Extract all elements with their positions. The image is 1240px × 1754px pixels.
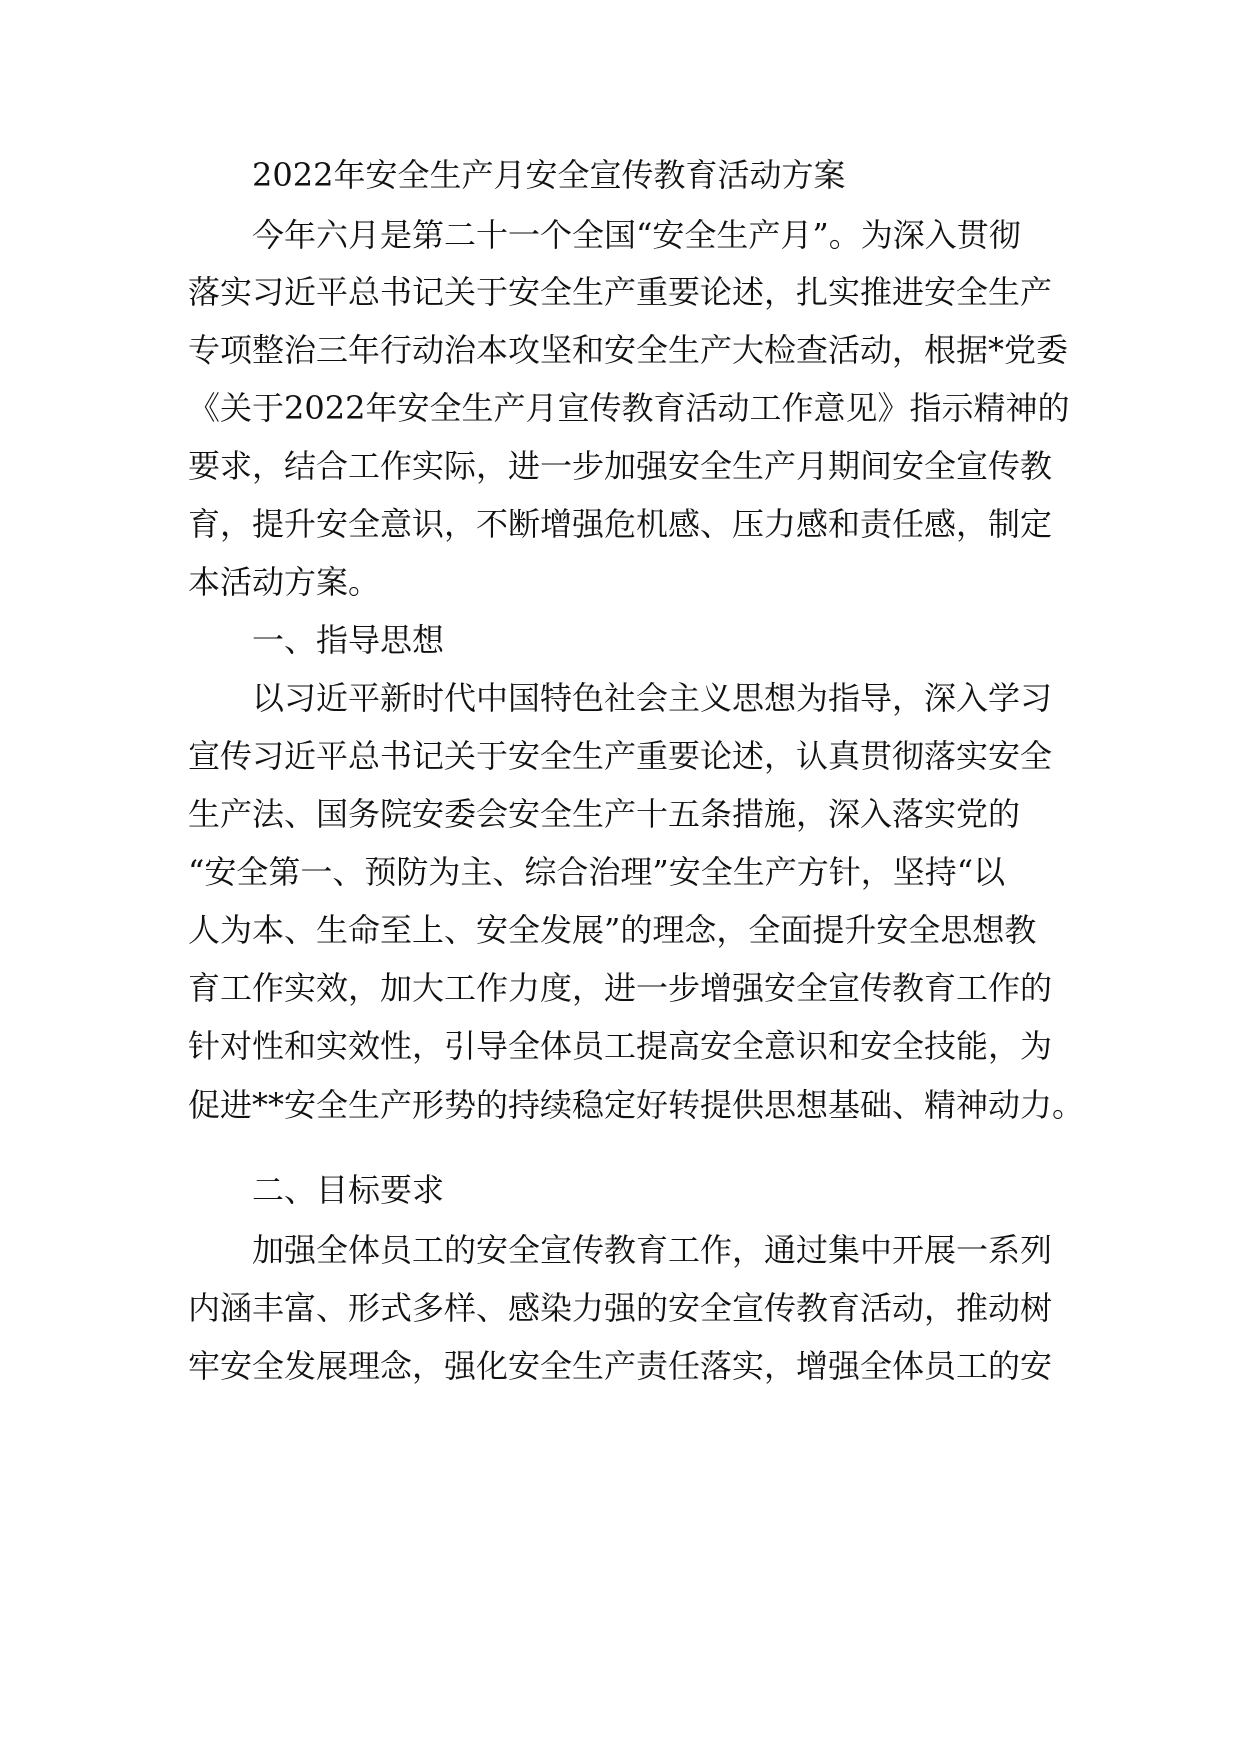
document-title: 2022年安全生产月安全宣传教育活动方案 [252, 156, 846, 194]
section1-line-2: 宣传习近平总书记关于安全生产重要论述，认真贯彻落实安全 [188, 737, 1053, 775]
intro-line-7: 本活动方案。 [188, 563, 381, 601]
intro-line-3: 专项整治三年行动治本攻坚和安全生产大检查活动，根据*党委 [188, 331, 1069, 369]
section2-line-1: 加强全体员工的安全宣传教育工作，通过集中开展一系列 [252, 1231, 1053, 1269]
section1-line-6: 育工作实效，加大工作力度，进一步增强安全宣传教育工作的 [188, 969, 1053, 1007]
section1-line-7: 针对性和实效性，引导全体员工提高安全意识和安全技能，为 [188, 1027, 1053, 1065]
section1-line-3: 生产法、国务院安委会安全生产十五条措施，深入落实党的 [188, 795, 1021, 833]
section2-heading: 二、目标要求 [252, 1171, 445, 1209]
section1-line-8: 促进**安全生产形势的持续稳定好转提供思想基础、精神动力。 [188, 1086, 1085, 1124]
section1-heading: 一、指导思想 [252, 621, 445, 659]
section1-line-1: 以习近平新时代中国特色社会主义思想为指导，深入学习 [252, 679, 1053, 717]
intro-line-6: 育，提升安全意识，不断增强危机感、压力感和责任感，制定 [188, 505, 1053, 543]
intro-line-2: 落实习近平总书记关于安全生产重要论述，扎实推进安全生产 [188, 273, 1053, 311]
section1-line-4: “安全第一、预防为主、综合治理”安全生产方针，坚持“以 [188, 853, 1006, 891]
intro-line-5: 要求，结合工作实际，进一步加强安全生产月期间安全宣传教 [188, 447, 1053, 485]
intro-line-4: 《关于2022年安全生产月宣传教育活动工作意见》指示精神的 [188, 389, 1070, 427]
section2-line-3: 牢安全发展理念，强化安全生产责任落实，增强全体员工的安 [188, 1347, 1053, 1385]
document-page [188, 0, 1085, 1754]
section1-line-5: 人为本、生命至上、安全发展”的理念，全面提升安全思想教 [188, 911, 1037, 949]
intro-line-1: 今年六月是第二十一个全国“安全生产月”。为深入贯彻 [252, 216, 1021, 254]
section2-line-2: 内涵丰富、形式多样、感染力强的安全宣传教育活动，推动树 [188, 1289, 1053, 1327]
